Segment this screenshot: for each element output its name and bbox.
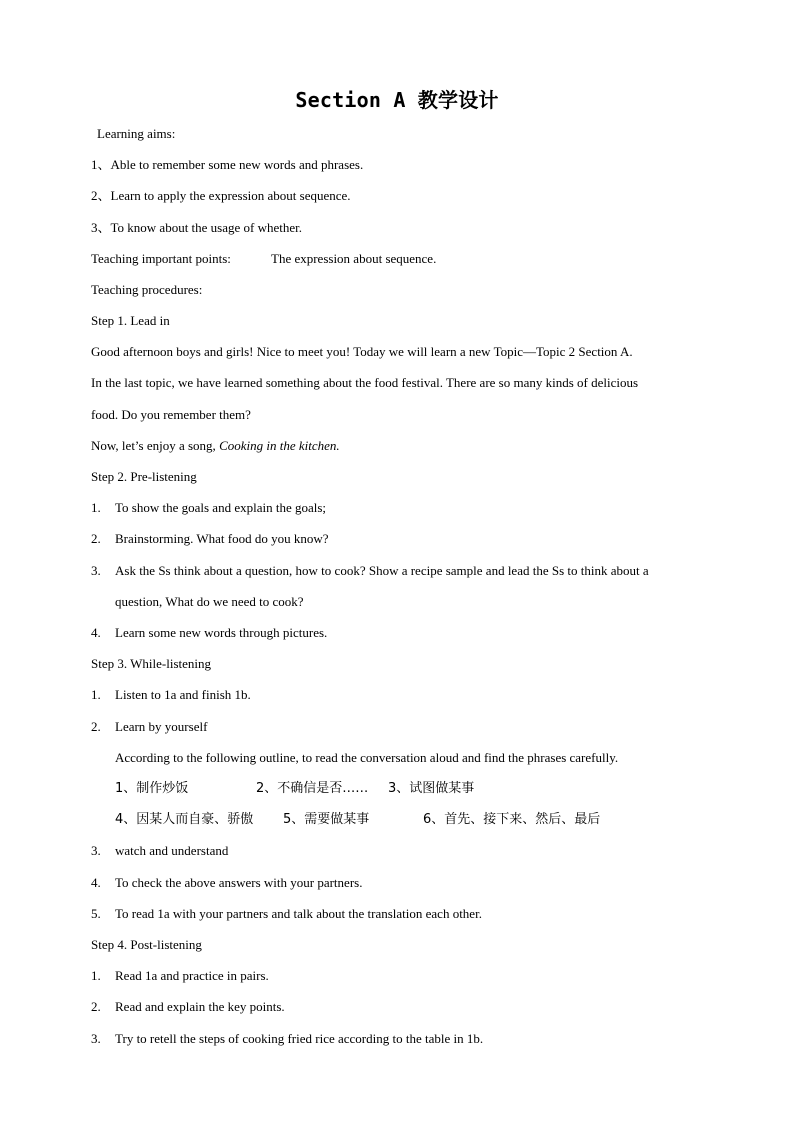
learning-aims-label: Learning aims:: [97, 126, 176, 141]
list-item: Ask the Ss think about a question, how to cook? Show a recipe sample and lead the Ss to think about a: [115, 563, 649, 578]
phrase-item: 3、试图做某事: [388, 781, 475, 796]
list-item: Learn some new words through pictures.: [115, 625, 328, 640]
list-item: Read 1a and practice in pairs.: [115, 968, 269, 983]
step1-heading: Step 1. Lead in: [91, 313, 170, 328]
important-points-value: The expression about sequence.: [271, 251, 437, 266]
list-number: 1.: [91, 687, 101, 702]
procedures-label: Teaching procedures:: [91, 282, 203, 297]
list-item: watch and understand: [115, 843, 229, 858]
list-number: 5.: [91, 906, 101, 921]
list-number: 1.: [91, 500, 101, 515]
song-intro: Now, let’s enjoy a song,: [91, 438, 220, 453]
list-item: Read and explain the key points.: [115, 999, 285, 1014]
list-item: To check the above answers with your partners.: [115, 875, 363, 890]
list-number: 2.: [91, 531, 101, 546]
list-item: Listen to 1a and finish 1b.: [115, 687, 251, 702]
list-number: 3.: [91, 563, 101, 578]
aim-item: 3、To know about the usage of whether.: [91, 220, 303, 235]
step1-paragraph: Good afternoon boys and girls! Nice to meet you! Today we will learn a new Topic—Topic 2 Section A.: [91, 344, 633, 359]
step2-heading: Step 2. Pre-listening: [91, 469, 197, 484]
list-number: 2.: [91, 999, 101, 1014]
list-number: 3.: [91, 1031, 101, 1046]
important-points-label: Teaching important points:: [91, 251, 231, 266]
aim-item: 2、Learn to apply the expression about sequence.: [91, 188, 351, 203]
list-number: 1.: [91, 968, 101, 983]
list-number: 4.: [91, 625, 101, 640]
aim-item: 1、Able to remember some new words and phrases.: [91, 157, 364, 172]
document-title: Section A 教学设计: [295, 88, 499, 112]
list-number: 4.: [91, 875, 101, 890]
step1-paragraph: food. Do you remember them?: [91, 407, 251, 422]
step4-heading: Step 4. Post-listening: [91, 937, 202, 952]
list-number: 3.: [91, 843, 101, 858]
outline-instruction: According to the following outline, to read the conversation aloud and find the phrases carefully.: [115, 750, 619, 765]
list-number: 2.: [91, 719, 101, 734]
list-item: Try to retell the steps of cooking fried rice according to the table in 1b.: [115, 1031, 484, 1046]
step3-heading: Step 3. While-listening: [91, 656, 211, 671]
list-item: Learn by yourself: [115, 719, 208, 734]
phrase-item: 2、不确信是否……: [256, 781, 369, 796]
phrase-item: 4、因某人而自豪、骄傲: [115, 812, 254, 827]
list-item: To read 1a with your partners and talk about the translation each other.: [115, 906, 482, 921]
song-title: Cooking in the kitchen.: [219, 438, 340, 453]
list-item: Brainstorming. What food do you know?: [115, 531, 329, 546]
step1-song-line: [91, 438, 340, 454]
phrase-item: 1、制作炒饭: [115, 781, 189, 796]
step1-paragraph: In the last topic, we have learned something about the food festival. There are so many kinds of delicious: [91, 375, 639, 390]
phrase-item: 5、需要做某事: [283, 812, 370, 827]
phrase-item: 6、首先、接下来、然后、最后: [423, 812, 601, 827]
list-item: To show the goals and explain the goals;: [115, 500, 327, 515]
list-item-continuation: question, What do we need to cook?: [115, 594, 304, 609]
